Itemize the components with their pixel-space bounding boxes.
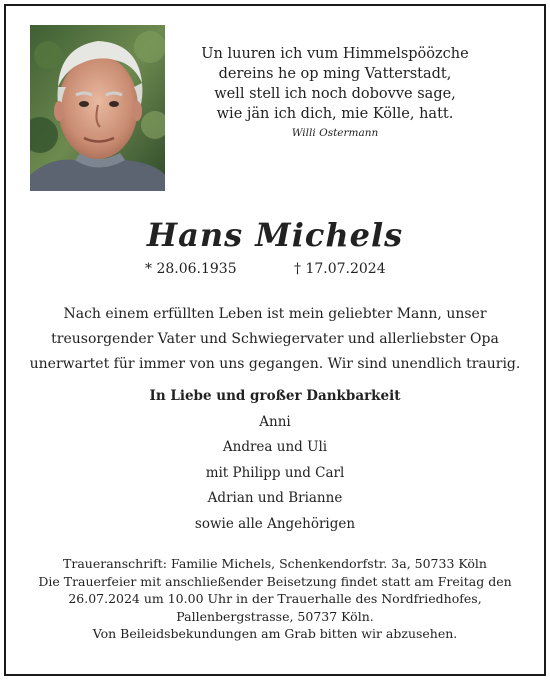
death-date: † 17.07.2024 xyxy=(294,261,386,277)
poem-line: dereins he op ming Vatterstadt, xyxy=(218,66,452,82)
obituary-line: unerwartet für immer von uns gegangen. Wir sind unendlich traurig. xyxy=(29,356,521,372)
poem-author: Willi Ostermann xyxy=(291,127,379,139)
mourners-heading: In Liebe und großer Dankbarkeit xyxy=(149,388,401,404)
condolence-note: Von Beileidsbekundungen am Grab bitten wir abzusehen. xyxy=(92,626,458,641)
funeral-details xyxy=(20,555,530,643)
service-info-line: Pallenbergstrasse, 50737 Köln. xyxy=(176,608,374,624)
memorial-poem xyxy=(180,44,490,140)
mourning-address: Traueranschrift: Familie Michels, Schenkendorfstr. 3a, 50733 Köln xyxy=(63,556,487,571)
mourner-name: Adrian und Brianne xyxy=(207,490,343,506)
portrait-photo xyxy=(30,25,165,191)
poem-line: Un luuren ich vum Himmelspöözche xyxy=(201,46,469,62)
life-dates xyxy=(0,261,550,279)
mourner-name: sowie alle Angehörigen xyxy=(194,515,356,532)
deceased-name: Hans Michels xyxy=(146,216,404,254)
service-info-line: 26.07.2024 um 10.00 Uhr in der Trauerhalle des Nordfriedhofes, xyxy=(68,591,482,606)
birth-date: * 28.06.1935 xyxy=(145,261,237,277)
mourners-list xyxy=(0,384,550,537)
mourner-name: Andrea und Uli xyxy=(222,439,328,455)
poem-line: well stell ich noch dobovve sage, xyxy=(214,86,456,102)
obituary-line: treusorgender Vater und Schwiegervater und allerliebster Opa xyxy=(51,331,499,347)
obituary-text xyxy=(20,302,530,377)
obituary-line: Nach einem erfüllten Leben ist mein geliebter Mann, unser xyxy=(63,306,487,322)
mourner-name: mit Philipp und Carl xyxy=(205,464,345,481)
poem-line: wie jän ich dich, mie Kölle, hatt. xyxy=(216,106,454,122)
service-info-line: Die Trauerfeier mit anschließender Beisetzung findet statt am Freitag den xyxy=(38,573,512,589)
mourner-name: Anni xyxy=(259,413,291,430)
